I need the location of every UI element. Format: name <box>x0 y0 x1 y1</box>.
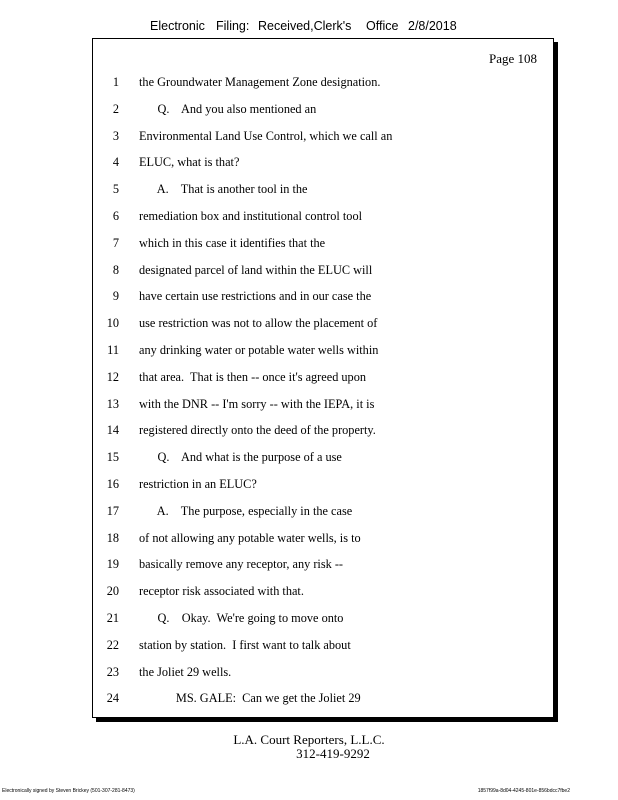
line-number: 1 <box>112 75 119 89</box>
transcript-line <box>93 531 553 551</box>
line-number: 24 <box>106 691 119 706</box>
line-number: 12 <box>106 369 119 384</box>
line-number: 6 <box>112 209 119 223</box>
line-number: 17 <box>106 503 119 518</box>
line-number: 23 <box>106 664 119 679</box>
line-number: 3 <box>112 128 119 143</box>
transcript-line <box>93 665 553 685</box>
line-text: receptor risk associated with that. <box>139 584 304 599</box>
document-hash: 1857f99a-8d04-4245-801e-856bdcc7fbe2 <box>477 788 570 794</box>
filing-header <box>0 19 618 37</box>
transcript-line <box>93 450 553 470</box>
page-number: Page 108 <box>488 51 537 66</box>
line-text: that area. That is then -- once it's agreed upon <box>139 369 367 384</box>
line-text: the Joliet 29 wells. <box>139 664 232 679</box>
header-word-electronic: Electronic <box>150 19 205 33</box>
header-word-filing: Filing: <box>216 19 250 33</box>
electronic-signature: Electronically signed by Steven Brickey (501-307-281-8473) <box>2 788 135 794</box>
court-reporter-phone: 312-419-9292 <box>296 746 370 761</box>
line-number: 4 <box>112 155 119 170</box>
transcript-line <box>93 102 553 122</box>
line-number: 9 <box>112 289 119 304</box>
line-text: Environmental Land Use Control, which we call an <box>139 128 393 143</box>
line-text: the Groundwater Management Zone designation. <box>139 75 381 89</box>
line-text: which in this case it identifies that the <box>139 235 326 250</box>
transcript-line <box>93 557 553 577</box>
line-number: 2 <box>112 101 119 116</box>
transcript-line <box>93 611 553 631</box>
transcript-line <box>93 129 553 149</box>
line-number: 18 <box>106 530 119 545</box>
header-date: 2/8/2018 <box>408 19 457 33</box>
line-number: 16 <box>106 477 119 491</box>
line-number: 20 <box>106 584 119 599</box>
transcript-line <box>93 477 553 497</box>
transcript-line <box>93 504 553 524</box>
line-number: 21 <box>106 611 119 625</box>
line-number: 13 <box>106 396 119 411</box>
transcript-line <box>93 343 553 363</box>
line-number: 10 <box>106 316 119 331</box>
transcript-line <box>93 155 553 175</box>
line-number: 8 <box>112 262 119 277</box>
line-text: remediation box and institutional control tool <box>139 209 363 223</box>
line-text: MS. GALE: Can we get the Joliet 29 <box>139 691 361 706</box>
footer <box>0 733 618 761</box>
line-number: 19 <box>106 557 119 572</box>
transcript-line <box>93 289 553 309</box>
header-word-received: Received,Clerk's <box>258 19 352 33</box>
line-text: A. The purpose, especially in the case <box>139 503 353 518</box>
transcript-line <box>93 263 553 283</box>
transcript-line <box>93 182 553 202</box>
line-text: Q. Okay. We're going to move onto <box>139 611 344 625</box>
transcript-line <box>93 638 553 658</box>
line-number: 22 <box>106 637 119 652</box>
line-number: 7 <box>112 235 119 250</box>
line-number: 11 <box>107 343 119 357</box>
line-text: of not allowing any potable water wells, is to <box>139 530 361 545</box>
court-reporter-name: L.A. Court Reporters, L.L.C. <box>233 732 385 747</box>
transcript-line <box>93 236 553 256</box>
transcript-line <box>93 75 553 95</box>
transcript-line <box>93 316 553 336</box>
line-number: 5 <box>112 182 119 197</box>
line-text: ELUC, what is that? <box>139 155 240 170</box>
transcript-line <box>93 397 553 417</box>
line-text: A. That is another tool in the <box>139 182 308 197</box>
line-number: 14 <box>106 423 119 438</box>
transcript-line <box>93 423 553 443</box>
line-text: Q. And you also mentioned an <box>139 101 317 116</box>
line-text: use restriction was not to allow the placement of <box>139 316 378 331</box>
transcript-page <box>92 38 554 718</box>
line-text: station by station. I first want to talk about <box>139 637 351 652</box>
line-text: basically remove any receptor, any risk -- <box>139 557 344 572</box>
transcript-line <box>93 584 553 604</box>
line-text: restriction in an ELUC? <box>139 477 257 491</box>
transcript-line <box>93 691 553 711</box>
line-text: designated parcel of land within the ELUC will <box>139 262 373 277</box>
line-text: registered directly onto the deed of the property. <box>139 423 376 438</box>
line-number: 15 <box>106 450 119 465</box>
line-text: any drinking water or potable water wells within <box>139 343 379 357</box>
header-word-office: Office <box>366 19 399 33</box>
line-text: Q. And what is the purpose of a use <box>139 450 342 465</box>
transcript-line <box>93 209 553 229</box>
line-text: have certain use restrictions and in our case the <box>139 289 372 304</box>
transcript-line <box>93 370 553 390</box>
line-text: with the DNR -- I'm sorry -- with the IEPA, it is <box>139 396 375 411</box>
